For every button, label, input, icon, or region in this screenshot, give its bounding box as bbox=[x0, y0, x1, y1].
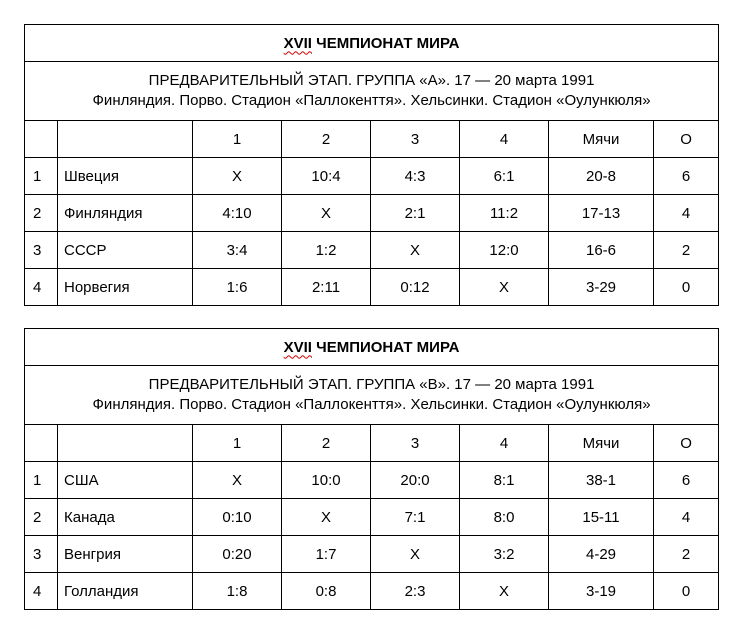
goals-cell: 15-11 bbox=[549, 499, 654, 536]
result-cell: 2:3 bbox=[371, 573, 460, 610]
result-cell: 8:0 bbox=[460, 499, 549, 536]
table-subtitle bbox=[25, 62, 719, 121]
group-a-table bbox=[24, 24, 719, 306]
header-col-4: 4 bbox=[460, 121, 549, 158]
header-team bbox=[58, 121, 193, 158]
table-row bbox=[25, 232, 719, 269]
subtitle-stage: ПРЕДВАРИТЕЛЬНЫЙ ЭТАП. ГРУППА «А». 17 — 20 марта 1991 bbox=[148, 72, 595, 89]
points-cell: 2 bbox=[654, 536, 719, 573]
team-name: Венгрия bbox=[58, 536, 193, 573]
result-cell: 10:4 bbox=[282, 158, 371, 195]
table-subtitle bbox=[25, 366, 719, 425]
result-cell: X bbox=[193, 462, 282, 499]
table-row bbox=[25, 536, 719, 573]
header-points: О bbox=[654, 425, 719, 462]
result-cell: 2:1 bbox=[371, 195, 460, 232]
result-cell: 4:10 bbox=[193, 195, 282, 232]
result-cell: 2:11 bbox=[282, 269, 371, 306]
header-col-1: 1 bbox=[193, 121, 282, 158]
result-cell: 1:7 bbox=[282, 536, 371, 573]
subtitle-venue: Финляндия. Порво. Стадион «Паллокенття». Хельсинки. Стадион «Оулункюля» bbox=[92, 396, 651, 413]
goals-cell: 38-1 bbox=[549, 462, 654, 499]
points-cell: 4 bbox=[654, 499, 719, 536]
points-cell: 4 bbox=[654, 195, 719, 232]
result-cell: 0:20 bbox=[193, 536, 282, 573]
team-name: Голландия bbox=[58, 573, 193, 610]
row-number: 3 bbox=[25, 232, 58, 269]
result-cell: 3:2 bbox=[460, 536, 549, 573]
result-cell: X bbox=[193, 158, 282, 195]
goals-cell: 3-29 bbox=[549, 269, 654, 306]
title-text: ЧЕМПИОНАТ МИРА bbox=[311, 338, 460, 356]
goals-cell: 16-6 bbox=[549, 232, 654, 269]
table-row bbox=[25, 195, 719, 232]
result-cell: X bbox=[282, 499, 371, 536]
team-name: СССР bbox=[58, 232, 193, 269]
header-team bbox=[58, 425, 193, 462]
header-points: О bbox=[654, 121, 719, 158]
result-cell: 10:0 bbox=[282, 462, 371, 499]
table-row bbox=[25, 499, 719, 536]
result-cell: 3:4 bbox=[193, 232, 282, 269]
result-cell: X bbox=[371, 536, 460, 573]
table-row bbox=[25, 462, 719, 499]
header-col-4: 4 bbox=[460, 425, 549, 462]
points-cell: 0 bbox=[654, 573, 719, 610]
row-number: 1 bbox=[25, 462, 58, 499]
result-cell: X bbox=[371, 232, 460, 269]
result-cell: 7:1 bbox=[371, 499, 460, 536]
team-name: Канада bbox=[58, 499, 193, 536]
row-number: 4 bbox=[25, 573, 58, 610]
points-cell: 0 bbox=[654, 269, 719, 306]
row-number: 4 bbox=[25, 269, 58, 306]
result-cell: 0:12 bbox=[371, 269, 460, 306]
result-cell: 20:0 bbox=[371, 462, 460, 499]
header-row bbox=[25, 121, 719, 158]
title-roman-numeral: XVII bbox=[283, 338, 312, 356]
result-cell: 11:2 bbox=[460, 195, 549, 232]
header-col-3: 3 bbox=[371, 425, 460, 462]
header-goals: Мячи bbox=[549, 425, 654, 462]
header-col-2: 2 bbox=[282, 121, 371, 158]
header-row bbox=[25, 425, 719, 462]
goals-cell: 20-8 bbox=[549, 158, 654, 195]
team-name: Финляндия bbox=[58, 195, 193, 232]
row-number: 2 bbox=[25, 195, 58, 232]
title-roman-numeral: XVII bbox=[283, 34, 312, 52]
team-name: Норвегия bbox=[58, 269, 193, 306]
header-num bbox=[25, 121, 58, 158]
result-cell: 12:0 bbox=[460, 232, 549, 269]
team-name: США bbox=[58, 462, 193, 499]
title-text: ЧЕМПИОНАТ МИРА bbox=[311, 34, 460, 52]
result-cell: X bbox=[460, 269, 549, 306]
result-cell: 1:2 bbox=[282, 232, 371, 269]
result-cell: 0:8 bbox=[282, 573, 371, 610]
points-cell: 2 bbox=[654, 232, 719, 269]
goals-cell: 3-19 bbox=[549, 573, 654, 610]
points-cell: 6 bbox=[654, 158, 719, 195]
result-cell: 6:1 bbox=[460, 158, 549, 195]
table-title bbox=[25, 25, 719, 62]
goals-cell: 17-13 bbox=[549, 195, 654, 232]
points-cell: 6 bbox=[654, 462, 719, 499]
row-number: 3 bbox=[25, 536, 58, 573]
header-col-1: 1 bbox=[193, 425, 282, 462]
result-cell: X bbox=[460, 573, 549, 610]
result-cell: 4:3 bbox=[371, 158, 460, 195]
table-row bbox=[25, 269, 719, 306]
table-row bbox=[25, 573, 719, 610]
row-number: 1 bbox=[25, 158, 58, 195]
header-goals: Мячи bbox=[549, 121, 654, 158]
header-num bbox=[25, 425, 58, 462]
team-name: Швеция bbox=[58, 158, 193, 195]
header-col-3: 3 bbox=[371, 121, 460, 158]
header-col-2: 2 bbox=[282, 425, 371, 462]
result-cell: 0:10 bbox=[193, 499, 282, 536]
goals-cell: 4-29 bbox=[549, 536, 654, 573]
result-cell: 8:1 bbox=[460, 462, 549, 499]
table-title bbox=[25, 329, 719, 366]
row-number: 2 bbox=[25, 499, 58, 536]
subtitle-stage: ПРЕДВАРИТЕЛЬНЫЙ ЭТАП. ГРУППА «В». 17 — 20 марта 1991 bbox=[148, 376, 595, 393]
table-row bbox=[25, 158, 719, 195]
group-b-table bbox=[24, 328, 719, 610]
result-cell: 1:6 bbox=[193, 269, 282, 306]
result-cell: 1:8 bbox=[193, 573, 282, 610]
result-cell: X bbox=[282, 195, 371, 232]
subtitle-venue: Финляндия. Порво. Стадион «Паллокенття». Хельсинки. Стадион «Оулункюля» bbox=[92, 92, 651, 109]
